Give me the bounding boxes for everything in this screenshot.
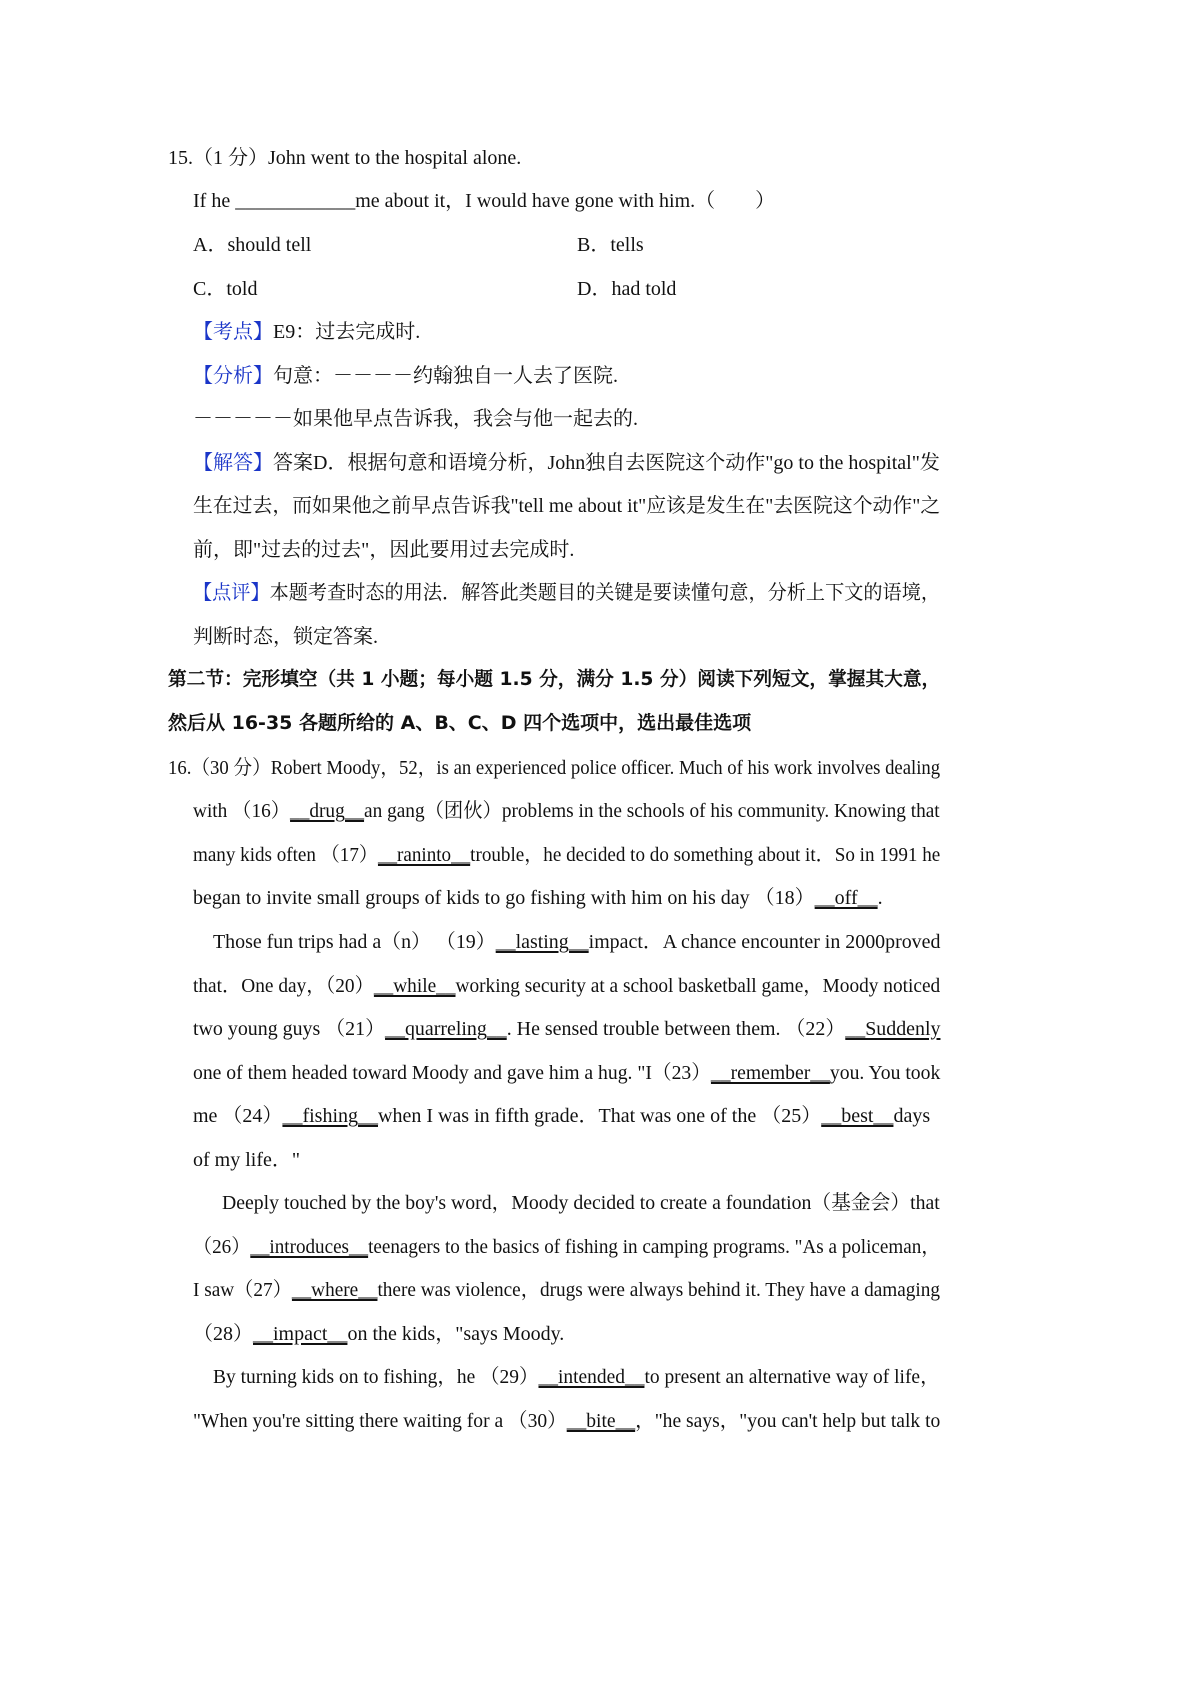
q15-option-a: A．should tell: [193, 234, 312, 256]
q15-stem-text: John went to the hospital alone.: [268, 147, 522, 169]
answer-23: __remember__: [710, 1062, 830, 1084]
fenxi-tag: 【分析】: [193, 365, 273, 387]
jieda-tag: 【解答】: [193, 452, 273, 474]
q16-line13: I saw（27）__where__there was violence，drugs were always behind it. They have a damaging: [193, 1279, 941, 1301]
q15-jieda-line3: 前，即"过去的过去"，因此要用过去完成时.: [193, 539, 575, 561]
section2-header-line2: 然后从 16-35 各题所给的 A、B、C、D 四个选项中，选出最佳选项: [168, 712, 752, 734]
q15-option-b: B．tells: [577, 234, 644, 256]
answer-18: __off__: [814, 887, 878, 909]
q16-line8: one of them headed toward Moody and gave him a hug. "I（23）__remember__you. You took: [193, 1062, 941, 1084]
q15-dianping: 【点评】本题考查时态的用法．解答此类题目的关键是要读懂句意，分析上下文的语境，: [193, 582, 941, 604]
q15-number: 15.（1 分）: [168, 147, 268, 169]
q15-kaodian: 【考点】E9：过去完成时.: [193, 321, 421, 343]
q16-line15: By turning kids on to fishing，he （29）__intended__to present an alternative way of life，: [213, 1366, 940, 1388]
q16-line5: Those fun trips had a（n） （19）__lasting__impact．A chance encounter in 2000proved: [213, 931, 941, 953]
section2-header-line1: 第二节：完形填空（共 1 小题；每小题 1.5 分，满分 1.5 分）阅读下列短文，掌握其大意，: [168, 668, 941, 690]
q15-jieda: 【解答】答案D．根据句意和语境分析，John独自去医院这个动作"go to the hospital"发: [193, 452, 940, 474]
answer-28: __impact__: [253, 1323, 348, 1345]
q15-fenxi: 【分析】句意：－－－－约翰独自一人去了医院.: [193, 365, 618, 387]
answer-19: __lasting__: [495, 931, 589, 953]
q16-line7: two young guys （21）__quarreling__. He sensed trouble between them. （22）__Suddenly: [193, 1018, 941, 1040]
q16-line2: with （16）__drug__an gang（团伙）problems in the schools of his community. Knowing that: [193, 800, 940, 822]
q16-line16: "When you're sitting there waiting for a （30）__bite__，"he says，"you can't help but talk to: [193, 1410, 941, 1432]
kaodian-tag: 【考点】: [193, 321, 273, 343]
q15-option-d: D．had told: [577, 278, 677, 300]
q16-line1: 16.（30 分）Robert Moody，52，is an experienced police officer. Much of his work involves dealing: [168, 757, 941, 779]
answer-20: __while__: [373, 975, 456, 997]
q16-line14: （28）__impact__on the kids，"says Moody.: [193, 1323, 565, 1345]
answer-17: __raninto__: [377, 844, 471, 866]
q16-line3: many kids often （17）__raninto__trouble，he decided to do something about it．So in 1991 he: [193, 844, 941, 866]
q16-number: 16.: [168, 757, 192, 779]
answer-16: __drug__: [290, 800, 365, 822]
q15-option-c: C．told: [193, 278, 258, 300]
q15-fenxi-line2: －－－－－如果他早点告诉我，我会与他一起去的.: [193, 408, 638, 430]
q16-line12: （26）__introduces__teenagers to the basics of fishing in camping programs. "As a policeman，: [193, 1236, 941, 1258]
q15-stem-line2: If he ____________me about it，I would have gone with him.（ ）: [193, 190, 776, 212]
answer-29: __intended__: [538, 1366, 645, 1388]
q16-score: （30 分）: [191, 757, 271, 779]
q16-line4: began to invite small groups of kids to go fishing with him on his day （18）__off__.: [193, 887, 883, 909]
answer-27: __where__: [291, 1279, 378, 1301]
answer-21: __quarreling__: [385, 1018, 507, 1040]
q16-line11: Deeply touched by the boy's word，Moody decided to create a foundation（基金会）that: [222, 1192, 940, 1214]
answer-25: __best__: [821, 1105, 894, 1127]
q15-blank: ____________: [235, 190, 356, 212]
q15-stem-line1: [168, 148, 521, 168]
q15-jieda-line2: 生在过去，而如果他之前早点告诉我"tell me about it"应该是发生在"去医院这个动作"之: [193, 495, 941, 517]
answer-24: __fishing__: [282, 1105, 378, 1127]
answer-26: __introduces__: [250, 1236, 369, 1258]
q16-line6: that．One day，（20）__while__working security at a school basketball game，Moody noticed: [193, 975, 941, 997]
dianping-tag: 【点评】: [193, 582, 270, 604]
q15-dianping-line2: 判断时态，锁定答案.: [193, 626, 378, 648]
q16-line10: of my life．": [193, 1149, 301, 1171]
q16-line9: me （24）__fishing__when I was in fifth grade．That was one of the （25）__best__days: [193, 1105, 931, 1127]
answer-22: __Suddenly: [845, 1018, 941, 1040]
answer-30: __bite__: [566, 1410, 636, 1432]
